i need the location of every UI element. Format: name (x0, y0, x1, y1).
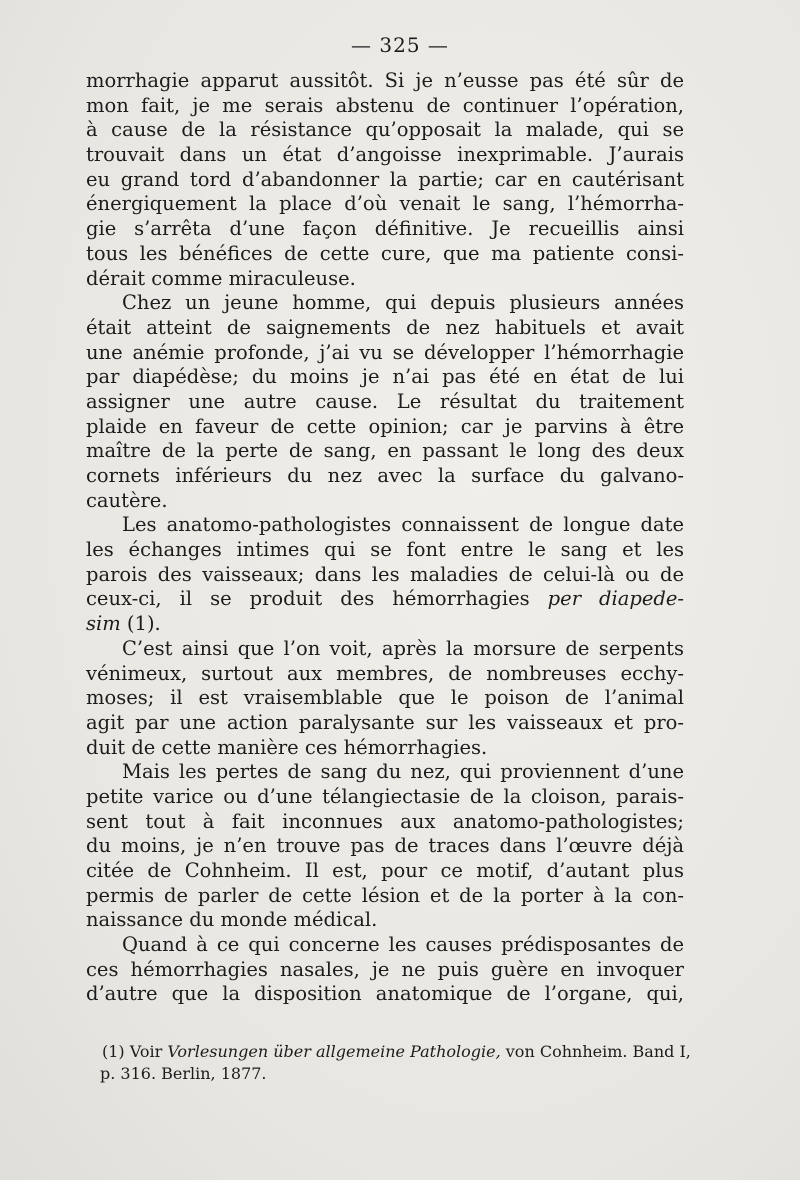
text-line: gie s’arrêta d’une façon définitive. Je recueillis ainsi (86, 217, 684, 241)
text-line: trouvait dans un état d’angoisse inexprimable. J’aurais (86, 143, 684, 167)
text-line: était atteint de saignements de nez habituels et avait (86, 315, 684, 339)
text-line: agit par une action paralysante sur les vaisseaux et pro- (86, 710, 684, 734)
text-line: d’autre que la disposition anatomique de l’organe, qui, (86, 982, 684, 1006)
text-line: vénimeux, surtout aux membres, de nombreuses ecchy- (86, 661, 684, 685)
text-line: sent tout à fait inconnues aux anatomo-pathologistes; (86, 809, 684, 833)
footnote-author: von Cohnheim. Band I, (505, 1042, 691, 1061)
text-line: morrhagie apparut aussitôt. Si je n’eusse pas été sûr de (86, 69, 684, 92)
paragraph (86, 637, 684, 760)
footnote (100, 1041, 691, 1085)
text-line-with-italic: sim (1). (86, 612, 161, 636)
text-line: maître de la perte de sang, en passant le long des deux (86, 439, 684, 463)
paragraph (86, 760, 684, 933)
text-line: par diapédèse; du moins je n’ai pas été en état de lui (86, 365, 684, 389)
text-line: naissance du monde médical. (86, 908, 378, 932)
text-line: une anémie profonde, j’ai vu se développer l’hémorrhagie (86, 340, 684, 364)
text-line: cautère. (86, 488, 168, 512)
text-line: énergiquement la place d’où venait le sang, l’hémorrha- (86, 192, 684, 216)
text-line: permis de parler de cette lésion et de la porter à la con- (86, 883, 684, 907)
page-number: — 325 — (351, 33, 449, 57)
text-line: les échanges intimes qui se font entre le sang et les (86, 538, 684, 562)
text-line: Chez un jeune homme, qui depuis plusieurs années (122, 291, 684, 315)
text-line: à cause de la résistance qu’opposait la malade, qui se (86, 118, 684, 142)
text-line-with-italic: ceux-ci, il se produit des hémorrhagies per diapede- (86, 587, 684, 611)
paragraph (86, 513, 684, 636)
text-line: citée de Cohnheim. Il est, pour ce motif, d’autant plus (86, 859, 684, 882)
footnote-line: p. 316. Berlin, 1877. (100, 1064, 267, 1083)
text-line: tous les bénéfices de cette cure, que ma patiente consi- (86, 241, 684, 265)
text-line: petite varice ou d’une télangiectasie de la cloison, parais- (86, 784, 684, 808)
paragraph (86, 69, 684, 291)
text-line: eu grand tord d’abandonner la partie; car en cautérisant (86, 167, 684, 191)
paragraph (86, 291, 684, 513)
paragraph (86, 933, 684, 1007)
text-line: moses; il est vraisemblable que le poison de l’animal (86, 686, 684, 710)
text-line: cornets inférieurs du nez avec la surface du galvano- (86, 464, 684, 487)
text-line: ces hémorrhagies nasales, je ne puis guère en invoquer (86, 957, 684, 981)
footnote-title: Vorlesungen über allgemeine Pathologie, (167, 1042, 501, 1061)
text-line: Quand à ce qui concerne les causes prédisposantes de (122, 933, 684, 957)
text-line: assigner une autre cause. Le résultat du traitement (86, 389, 684, 413)
text-line: Les anatomo-pathologistes connaissent de longue date (122, 513, 684, 537)
text-line: Mais les pertes de sang du nez, qui proviennent d’une (122, 760, 684, 784)
footnote-marker: (1) Voir (102, 1042, 163, 1061)
text-line: plaide en faveur de cette opinion; car je parvins à être (86, 414, 684, 438)
footnote-line (102, 1041, 691, 1063)
body-text (86, 69, 684, 1007)
text-line: C’est ainsi que l’on voit, après la morsure de serpents (122, 636, 684, 660)
text-line: du moins, je n’en trouve pas de traces dans l’œuvre déjà (86, 834, 684, 858)
text-line: dérait comme miraculeuse. (86, 266, 356, 290)
text-line: parois des vaisseaux; dans les maladies de celui-là ou de (86, 562, 684, 586)
text-line: duit de cette manière ces hémorrhagies. (86, 735, 488, 759)
text-line: mon fait, je me serais abstenu de continuer l’opération, (86, 93, 684, 117)
